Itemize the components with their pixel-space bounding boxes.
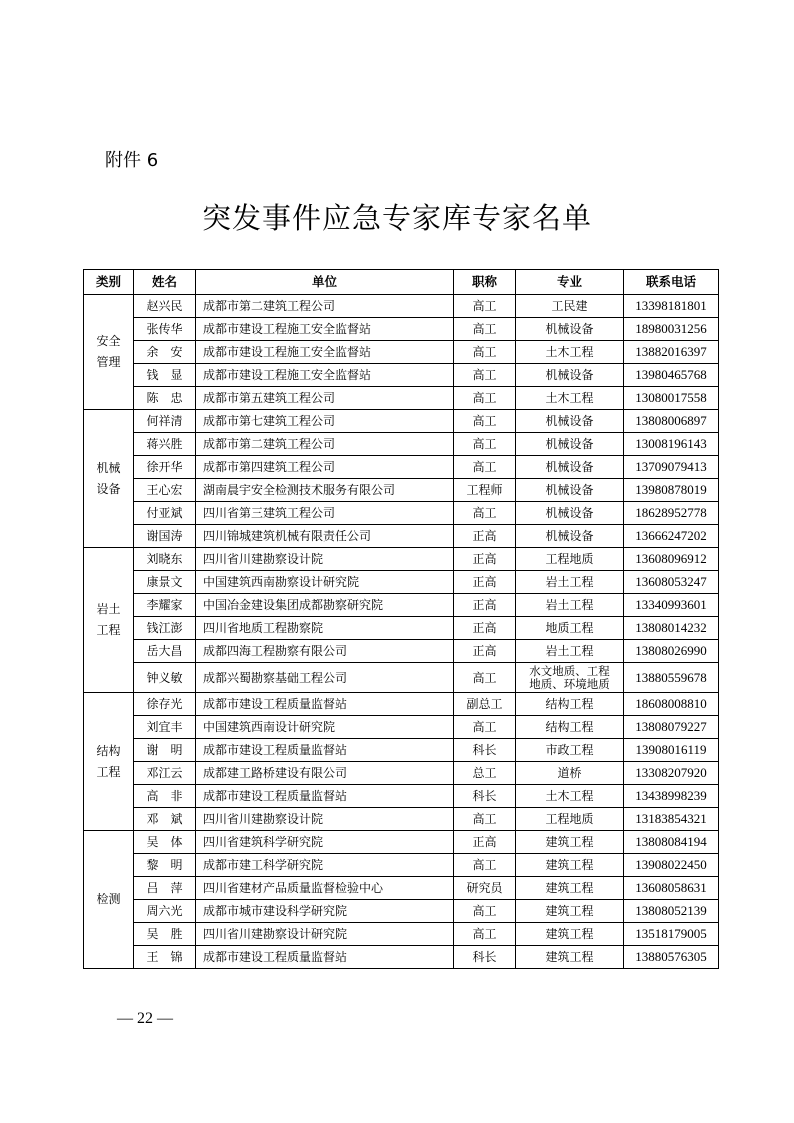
expert-name: 赵兴民: [134, 295, 196, 318]
expert-unit: 四川锦城建筑机械有限责任公司: [196, 525, 454, 548]
expert-name: 邓 斌: [134, 808, 196, 831]
expert-title: 高工: [454, 410, 516, 433]
expert-phone: 13080017558: [624, 387, 719, 410]
expert-name: 钱江澎: [134, 617, 196, 640]
expert-specialty: 建筑工程: [516, 831, 624, 854]
expert-phone: 13008196143: [624, 433, 719, 456]
header-phone: 联系电话: [624, 270, 719, 295]
expert-phone: 13808084194: [624, 831, 719, 854]
expert-unit: 成都市城市建设科学研究院: [196, 900, 454, 923]
expert-unit: 成都市建设工程施工安全监督站: [196, 341, 454, 364]
expert-specialty: 建筑工程: [516, 900, 624, 923]
category-label: 管理: [96, 355, 121, 369]
expert-title: 高工: [454, 295, 516, 318]
expert-name: 何祥清: [134, 410, 196, 433]
expert-specialty: 结构工程: [516, 716, 624, 739]
page-number: — 22 —: [117, 1010, 173, 1027]
expert-specialty: 岩土工程: [516, 640, 624, 663]
expert-specialty: 机械设备: [516, 364, 624, 387]
expert-name: 邓江云: [134, 762, 196, 785]
table-row: [84, 785, 719, 808]
expert-specialty: 市政工程: [516, 739, 624, 762]
expert-unit: 四川省建筑科学研究院: [196, 831, 454, 854]
expert-title: 科长: [454, 785, 516, 808]
expert-title: 副总工: [454, 693, 516, 716]
expert-title: 研究员: [454, 877, 516, 900]
expert-specialty: 工民建: [516, 295, 624, 318]
expert-title: 高工: [454, 364, 516, 387]
expert-specialty: 建筑工程: [516, 877, 624, 900]
table-row: [84, 387, 719, 410]
expert-name: 付亚斌: [134, 502, 196, 525]
expert-specialty: 机械设备: [516, 502, 624, 525]
expert-phone: 13808006897: [624, 410, 719, 433]
table-row: [84, 571, 719, 594]
expert-name: 钟义敏: [134, 663, 196, 693]
expert-specialty: 结构工程: [516, 693, 624, 716]
expert-name: 余 安: [134, 341, 196, 364]
table-row: [84, 640, 719, 663]
table-row: [84, 693, 719, 716]
expert-phone: 13980878019: [624, 479, 719, 502]
expert-title: 高工: [454, 502, 516, 525]
expert-title: 高工: [454, 318, 516, 341]
expert-title: 正高: [454, 594, 516, 617]
expert-title: 正高: [454, 548, 516, 571]
expert-name: 张传华: [134, 318, 196, 341]
table-row: [84, 456, 719, 479]
expert-title: 正高: [454, 640, 516, 663]
expert-unit: 成都市建设工程施工安全监督站: [196, 318, 454, 341]
expert-title: 高工: [454, 456, 516, 479]
expert-unit: 成都市建工科学研究院: [196, 854, 454, 877]
expert-unit: 成都市第二建筑工程公司: [196, 295, 454, 318]
table-row: [84, 900, 719, 923]
header-name: 姓名: [134, 270, 196, 295]
expert-name: 高 非: [134, 785, 196, 808]
expert-name: 李耀家: [134, 594, 196, 617]
table-row: [84, 410, 719, 433]
expert-name: 蒋兴胜: [134, 433, 196, 456]
expert-phone: 13709079413: [624, 456, 719, 479]
attachment-label: 附件 6: [105, 150, 159, 171]
expert-specialty: 土木工程: [516, 341, 624, 364]
expert-name: 谢 明: [134, 739, 196, 762]
category-label: 安全: [96, 334, 121, 348]
expert-specialty: 土木工程: [516, 387, 624, 410]
expert-specialty: 工程地质: [516, 808, 624, 831]
expert-specialty: 机械设备: [516, 410, 624, 433]
category-label: 设备: [96, 481, 121, 496]
expert-unit: 湖南晨宇安全检测技术服务有限公司: [196, 479, 454, 502]
expert-phone: 13398181801: [624, 295, 719, 318]
expert-unit: 成都兴蜀勘察基础工程公司: [196, 663, 454, 693]
table-row: [84, 923, 719, 946]
expert-name: 黎 明: [134, 854, 196, 877]
table-row: [84, 341, 719, 364]
expert-table: [83, 269, 719, 969]
expert-name: 王 锦: [134, 946, 196, 969]
expert-phone: 13608058631: [624, 877, 719, 900]
expert-phone: 13340993601: [624, 594, 719, 617]
expert-unit: 中国冶金建设集团成都勘察研究院: [196, 594, 454, 617]
expert-unit: 四川省建材产品质量监督检验中心: [196, 877, 454, 900]
expert-name: 徐开华: [134, 456, 196, 479]
expert-unit: 成都市建设工程施工安全监督站: [196, 364, 454, 387]
expert-title: 正高: [454, 525, 516, 548]
expert-title: 正高: [454, 831, 516, 854]
expert-unit: 中国建筑西南勘察设计研究院: [196, 571, 454, 594]
header-specialty: 专业: [516, 270, 624, 295]
table-row: [84, 502, 719, 525]
expert-phone: 13808052139: [624, 900, 719, 923]
expert-unit: 四川省地质工程勘察院: [196, 617, 454, 640]
table-row: [84, 716, 719, 739]
table-row: [84, 808, 719, 831]
expert-title: 高工: [454, 900, 516, 923]
expert-unit: 中国建筑西南设计研究院: [196, 716, 454, 739]
document-title: 突发事件应急专家库专家名单: [201, 201, 592, 235]
expert-phone: 13908022450: [624, 854, 719, 877]
specialty-line: 水文地质、工程: [529, 663, 610, 678]
expert-unit: 成都市建设工程质量监督站: [196, 693, 454, 716]
expert-unit: 成都市第二建筑工程公司: [196, 433, 454, 456]
expert-title: 高工: [454, 808, 516, 831]
header-unit: 单位: [196, 270, 454, 295]
expert-name: 徐存光: [134, 693, 196, 716]
category-cell: [84, 548, 134, 693]
table-row: [84, 663, 719, 693]
table-row: [84, 762, 719, 785]
expert-title: 高工: [454, 341, 516, 364]
expert-specialty: 机械设备: [516, 456, 624, 479]
expert-name: 周六光: [134, 900, 196, 923]
expert-specialty: 建筑工程: [516, 946, 624, 969]
expert-unit: 成都市建设工程质量监督站: [196, 739, 454, 762]
category-label: 工程: [96, 764, 121, 779]
expert-title: 高工: [454, 433, 516, 456]
expert-unit: 成都市建设工程质量监督站: [196, 946, 454, 969]
expert-title: 高工: [454, 854, 516, 877]
category-label: 检测: [96, 892, 121, 906]
table-row: [84, 525, 719, 548]
table-row: [84, 617, 719, 640]
table-row: [84, 877, 719, 900]
expert-specialty: 机械设备: [516, 433, 624, 456]
expert-specialty: 地质工程: [516, 617, 624, 640]
expert-specialty: 机械设备: [516, 525, 624, 548]
expert-specialty: 机械设备: [516, 318, 624, 341]
table-header-row: [84, 270, 719, 295]
category-label: 机械: [96, 460, 121, 475]
expert-title: 科长: [454, 946, 516, 969]
expert-title: 正高: [454, 571, 516, 594]
expert-specialty: 机械设备: [516, 479, 624, 502]
expert-specialty: 岩土工程: [516, 571, 624, 594]
category-cell: [84, 693, 134, 831]
expert-title: 正高: [454, 617, 516, 640]
table-row: [84, 295, 719, 318]
expert-specialty: 土木工程: [516, 785, 624, 808]
expert-title: 工程师: [454, 479, 516, 502]
expert-unit: 成都市第四建筑工程公司: [196, 456, 454, 479]
category-label: 岩土: [96, 602, 121, 616]
category-cell: [84, 831, 134, 969]
expert-unit: 成都市第五建筑工程公司: [196, 387, 454, 410]
expert-title: 科长: [454, 739, 516, 762]
category-cell: [84, 410, 134, 548]
table-row: [84, 946, 719, 969]
category-label: 工程: [96, 623, 121, 637]
expert-phone: 13608053247: [624, 571, 719, 594]
expert-specialty: 建筑工程: [516, 923, 624, 946]
table-row: [84, 548, 719, 571]
expert-title: 总工: [454, 762, 516, 785]
table-row: [84, 594, 719, 617]
expert-phone: 13880559678: [624, 663, 719, 693]
expert-specialty: 岩土工程: [516, 594, 624, 617]
expert-phone: 13183854321: [624, 808, 719, 831]
expert-name: 刘宜丰: [134, 716, 196, 739]
expert-phone: 13666247202: [624, 525, 719, 548]
expert-unit: 成都建工路桥建设有限公司: [196, 762, 454, 785]
expert-phone: 13880576305: [624, 946, 719, 969]
expert-title: 高工: [454, 663, 516, 693]
expert-phone: 13808079227: [624, 716, 719, 739]
expert-title: 高工: [454, 387, 516, 410]
expert-phone: 18628952778: [624, 502, 719, 525]
expert-unit: 四川省川建勘察设计院: [196, 548, 454, 571]
expert-title: 高工: [454, 923, 516, 946]
table-row: [84, 318, 719, 341]
expert-phone: 13308207920: [624, 762, 719, 785]
expert-name: 王心宏: [134, 479, 196, 502]
expert-specialty: 工程地质: [516, 548, 624, 571]
expert-name: 谢国涛: [134, 525, 196, 548]
expert-phone: 13438998239: [624, 785, 719, 808]
expert-unit: 四川省第三建筑工程公司: [196, 502, 454, 525]
expert-specialty: [516, 663, 624, 693]
expert-unit: 四川省川建勘察设计院: [196, 808, 454, 831]
expert-title: 高工: [454, 716, 516, 739]
expert-unit: 成都四海工程勘察有限公司: [196, 640, 454, 663]
expert-name: 吕 萍: [134, 877, 196, 900]
expert-name: 刘晓东: [134, 548, 196, 571]
table-row: [84, 364, 719, 387]
table-row: [84, 433, 719, 456]
expert-phone: 13608096912: [624, 548, 719, 571]
expert-phone: 13882016397: [624, 341, 719, 364]
expert-phone: 13808026990: [624, 640, 719, 663]
expert-unit: 成都市第七建筑工程公司: [196, 410, 454, 433]
expert-unit: 四川省川建勘察设计研究院: [196, 923, 454, 946]
expert-name: 吴 体: [134, 831, 196, 854]
table-row: [84, 479, 719, 502]
expert-phone: 18980031256: [624, 318, 719, 341]
category-label: 结构: [96, 743, 121, 758]
table-row: [84, 739, 719, 762]
expert-name: 岳大昌: [134, 640, 196, 663]
table-row: [84, 831, 719, 854]
expert-specialty: 建筑工程: [516, 854, 624, 877]
specialty-line: 地质、环境地质: [529, 676, 610, 691]
category-cell: [84, 295, 134, 410]
header-category: 类别: [84, 270, 134, 295]
expert-phone: 13808014232: [624, 617, 719, 640]
expert-name: 康景文: [134, 571, 196, 594]
expert-phone: 18608008810: [624, 693, 719, 716]
expert-specialty: 道桥: [516, 762, 624, 785]
expert-name: 陈 忠: [134, 387, 196, 410]
expert-phone: 13908016119: [624, 739, 719, 762]
table-row: [84, 854, 719, 877]
expert-unit: 成都市建设工程质量监督站: [196, 785, 454, 808]
expert-phone: 13518179005: [624, 923, 719, 946]
expert-name: 钱 显: [134, 364, 196, 387]
expert-name: 吴 胜: [134, 923, 196, 946]
expert-phone: 13980465768: [624, 364, 719, 387]
header-title: 职称: [454, 270, 516, 295]
